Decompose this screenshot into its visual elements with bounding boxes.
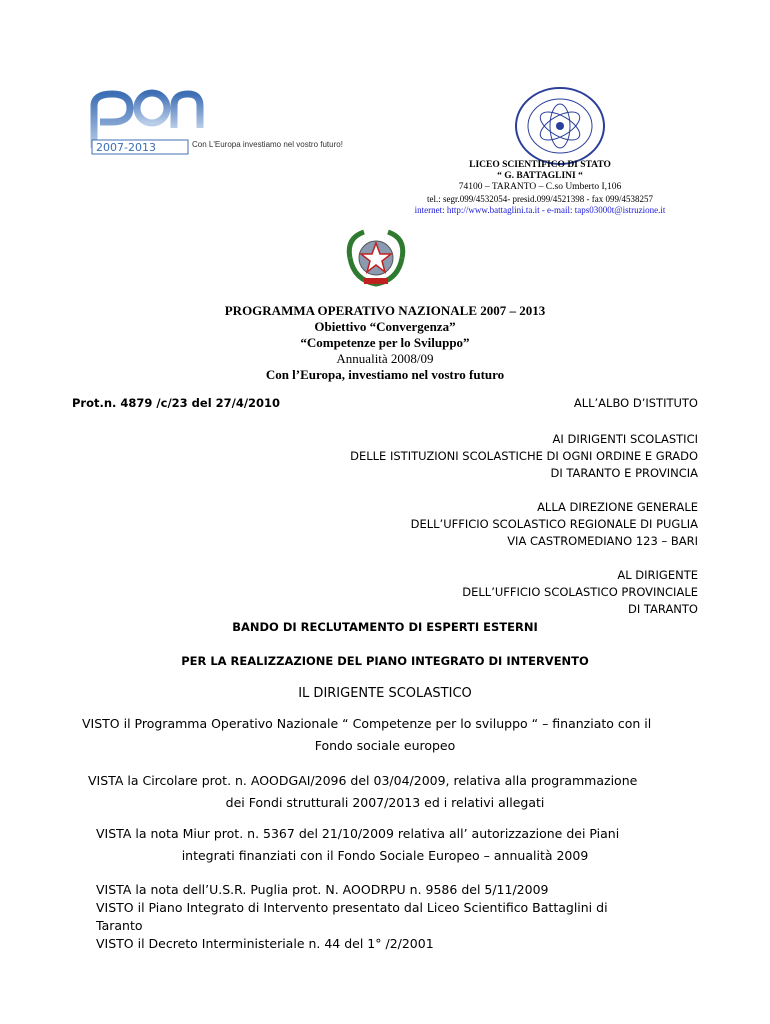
visto-5-line2: Taranto <box>96 918 143 933</box>
visto-6: VISTO il Decreto Interministeriale n. 44 del 1° /2/2001 <box>96 936 434 951</box>
school-name: LICEO SCIENTIFICO DI STATO <box>469 160 611 170</box>
school-subname: “ G. BATTAGLINI “ <box>497 171 583 181</box>
program-slogan: Con l’Europa, investiamo nel vostro futuro <box>265 367 505 382</box>
repubblica-emblem-icon <box>342 228 410 288</box>
school-seal-icon <box>514 86 606 166</box>
bando-heading: BANDO DI RECLUTAMENTO DI ESPERTI ESTERNI <box>232 620 538 634</box>
program-annualita: Annualità 2008/09 <box>336 351 434 366</box>
recipient-dirigenti-l2: DELLE ISTITUZIONI SCOLASTICHE DI OGNI ORDINE E GRADO <box>350 449 698 463</box>
recipient-provinciale-l1: AL DIRIGENTE <box>617 568 698 582</box>
dirigente-heading: IL DIRIGENTE SCOLASTICO <box>298 686 472 701</box>
visto-5-line1: VISTO il Piano Integrato di Intervento presentato dal Liceo Scientifico Battaglini di <box>96 900 608 915</box>
recipient-provinciale-l2: DELL’UFFICIO SCOLASTICO PROVINCIALE <box>462 585 698 599</box>
recipient-provinciale-l3: DI TARANTO <box>628 602 698 616</box>
visto-3-line2: integrati finanziati con il Fondo Sociale Europeo – annualità 2009 <box>181 848 589 863</box>
visto-3-line1: VISTA la nota Miur prot. n. 5367 del 21/10/2009 relativa all’ autorizzazione dei Piani <box>96 826 620 841</box>
pon-years: 2007-2013 <box>96 141 156 154</box>
school-phones: tel.: segr.099/4532054- presid.099/4521398 - fax 099/4538257 <box>427 194 653 204</box>
recipient-dirigenti-l1: AI DIRIGENTI SCOLASTICI <box>552 432 698 446</box>
school-address: 74100 – TARANTO – C.so Umberto I,106 <box>458 182 622 192</box>
protocol-number: Prot.n. 4879 /c/23 del 27/4/2010 <box>72 396 281 410</box>
recipient-direzione-l2: DELL’UFFICIO SCOLASTICO REGIONALE DI PUGLIA <box>410 517 698 531</box>
school-internet[interactable]: internet: http://www.battaglini.ta.it - e-mail: taps03000t@istruzione.it <box>414 205 666 215</box>
recipient-direzione-l1: ALLA DIREZIONE GENERALE <box>537 500 698 514</box>
bando-subheading: PER LA REALIZZAZIONE DEL PIANO INTEGRATO DI INTERVENTO <box>181 654 589 668</box>
recipient-direzione-l3: VIA CASTROMEDIANO 123 – BARI <box>507 534 698 548</box>
visto-1-line1: VISTO il Programma Operativo Nazionale “ Competenze per lo sviluppo “ – finanziato con il <box>82 716 652 731</box>
pon-caption: Con L'Europa investiamo nel vostro futuro! <box>192 140 343 149</box>
visto-4: VISTA la nota dell’U.S.R. Puglia prot. N. AOODRPU n. 9586 del 5/11/2009 <box>96 882 549 897</box>
program-competenze: “Competenze per lo Sviluppo” <box>300 335 470 350</box>
program-title: PROGRAMMA OPERATIVO NAZIONALE 2007 – 2013 <box>224 303 546 318</box>
recipient-albo: ALL’ALBO D’ISTITUTO <box>573 396 698 410</box>
recipient-dirigenti-l3: DI TARANTO E PROVINCIA <box>550 466 698 480</box>
program-objective: Obiettivo “Convergenza” <box>314 319 456 334</box>
visto-2-line2: dei Fondi strutturali 2007/2013 ed i relativi allegati <box>225 795 545 810</box>
visto-2-line1: VISTA la Circolare prot. n. AOODGAI/2096 del 03/04/2009, relativa alla programmazione <box>88 773 638 788</box>
visto-1-line2: Fondo sociale europeo <box>314 738 456 753</box>
